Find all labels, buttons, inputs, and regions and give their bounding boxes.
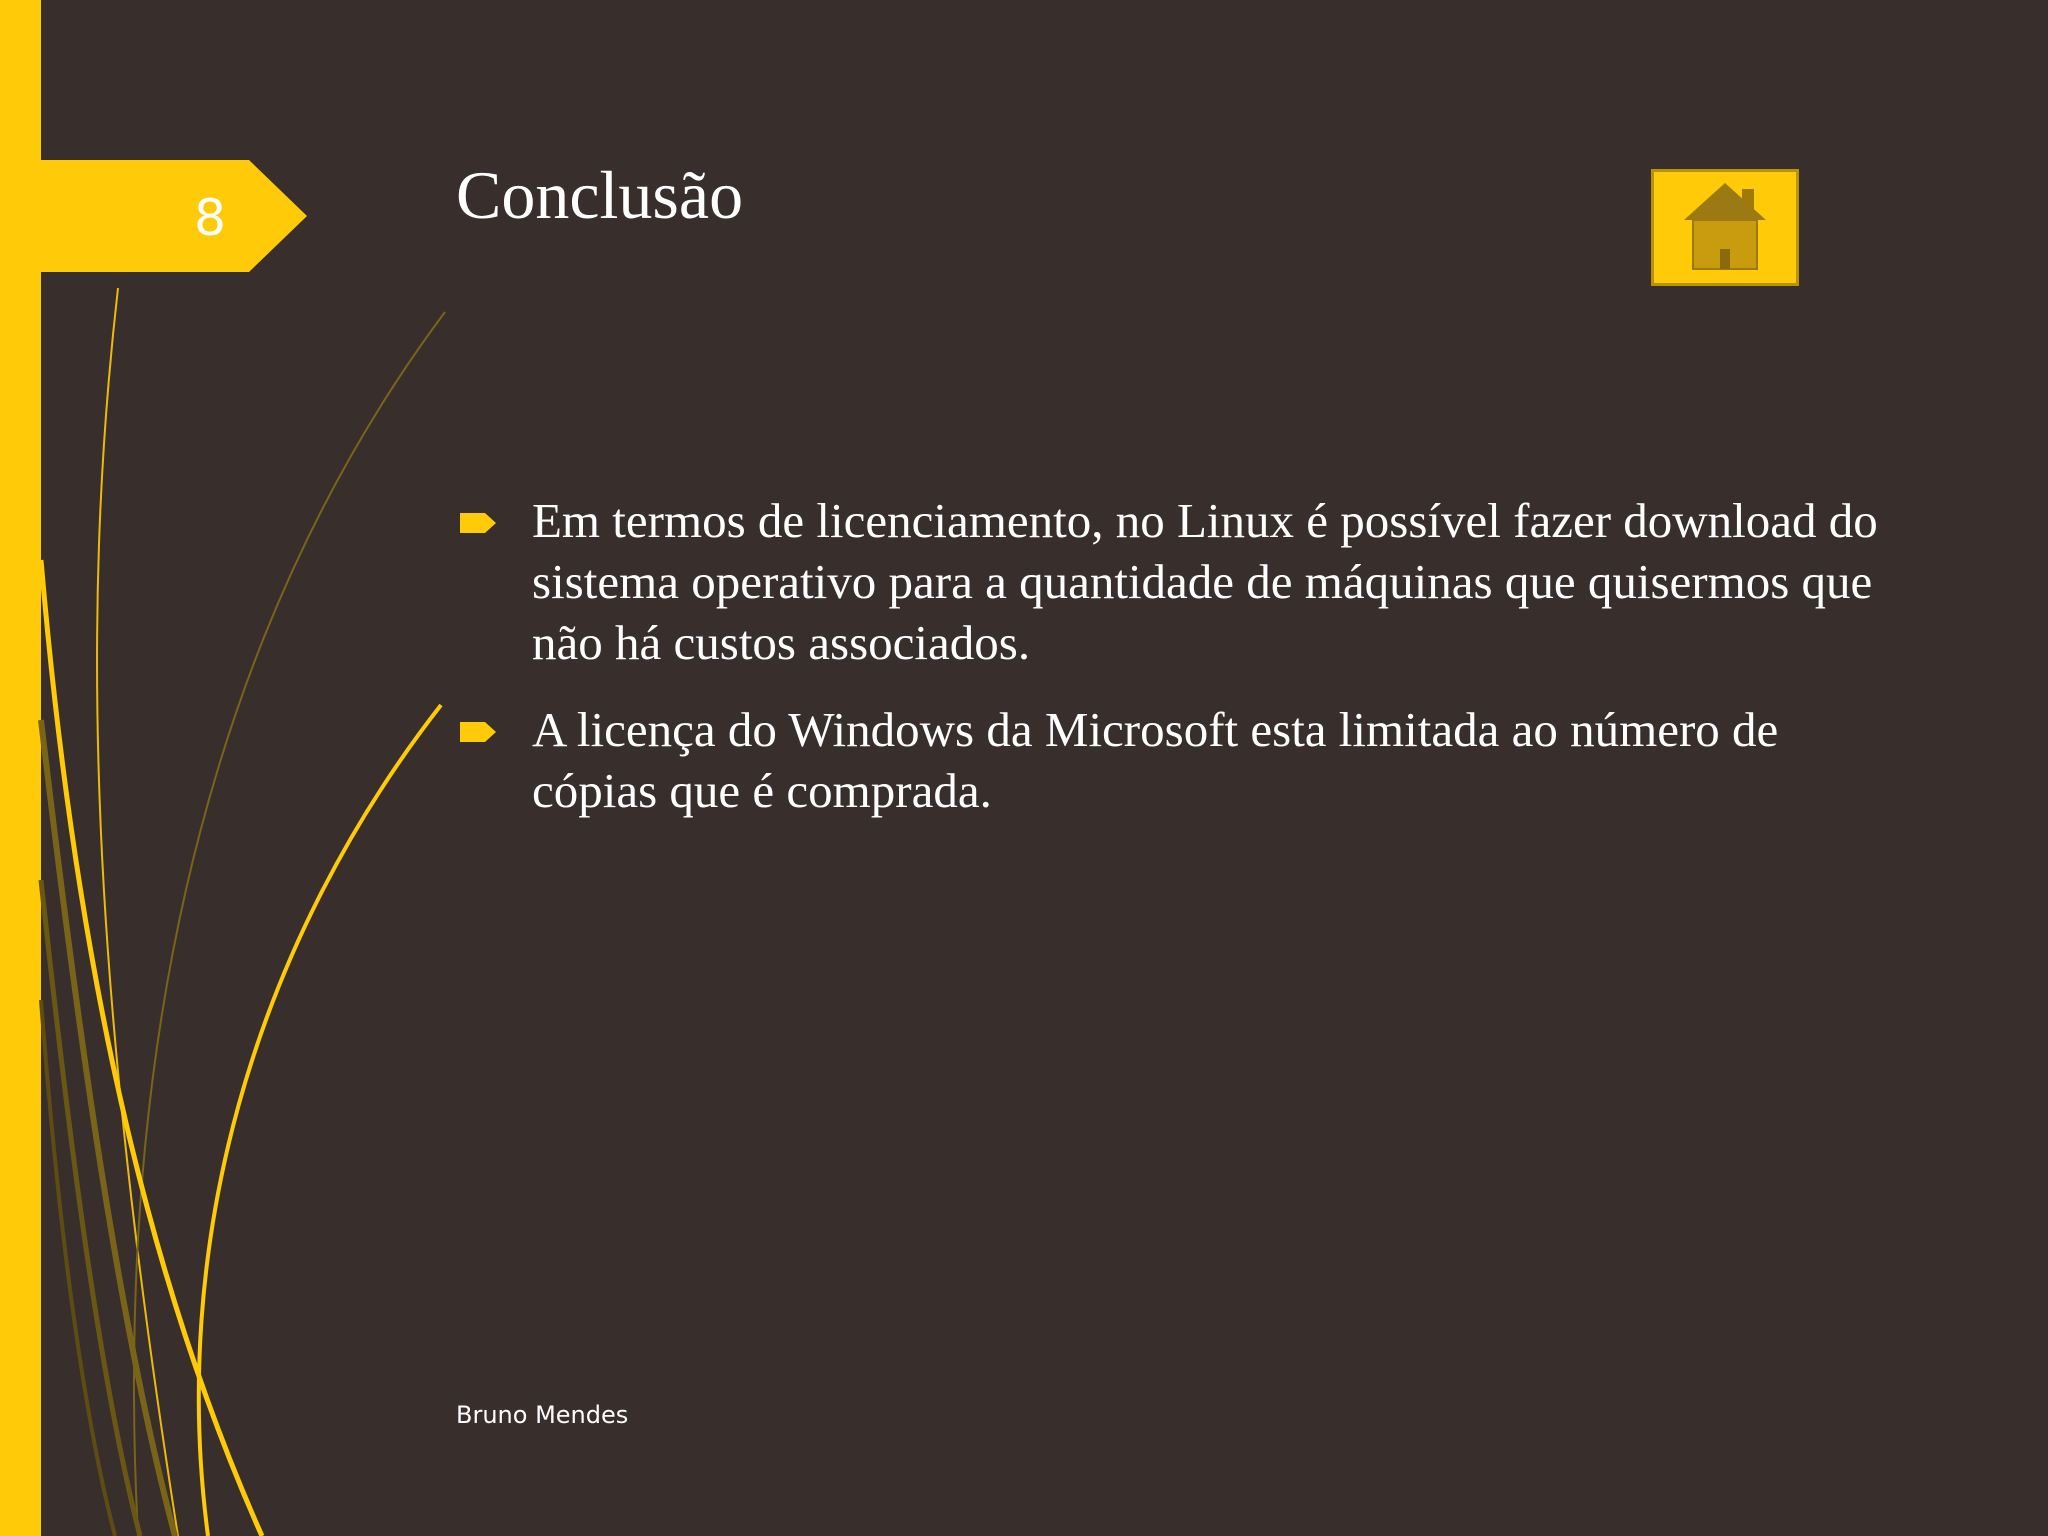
house-icon — [1654, 172, 1796, 283]
arrow-bullet-icon — [460, 719, 500, 745]
bullet-text: A licença do Windows da Microsoft esta limitada ao número de cópias que é comprada. — [532, 702, 1779, 818]
slide-title: Conclusão — [456, 157, 744, 233]
slide-number: 8 — [194, 189, 226, 247]
bullet-item — [456, 490, 1896, 673]
bullet-item — [456, 699, 1896, 821]
arrow-bullet-icon — [460, 510, 500, 536]
footer-author: Bruno Mendes — [456, 1401, 629, 1429]
bullet-text: Em termos de licenciamento, no Linux é possível fazer download do sistema operativo para a quantidade de máquinas que quisermos que não há custos associados. — [532, 493, 1878, 670]
home-button[interactable] — [1651, 169, 1799, 286]
bullet-list — [456, 490, 1896, 847]
